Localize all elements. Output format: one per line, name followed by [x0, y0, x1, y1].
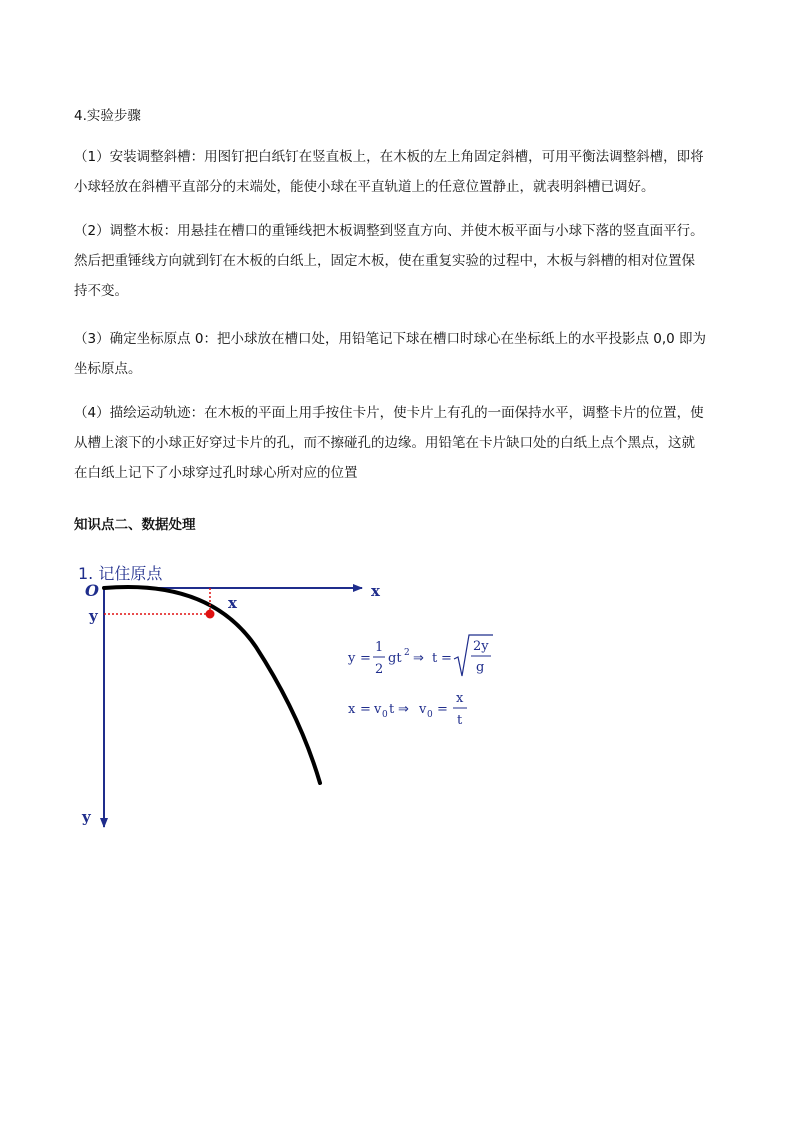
formula-free-fall: [347, 635, 493, 677]
step-2-line-1: （2）调整木板：用悬挂在槽口的重锤线把木板调整到竖直方向、并使木板平面与小球下落的竖直面平行。: [74, 223, 704, 239]
formula1-equals: =: [360, 651, 371, 666]
step-3-line-2: 坐标原点。: [74, 361, 142, 377]
formula1-sqrt-den: g: [476, 660, 485, 675]
formula1-t: t: [432, 651, 438, 666]
formula1-lhs: y: [348, 651, 356, 666]
formula2-frac-num: x: [456, 691, 464, 706]
point-x-label: x: [228, 594, 237, 612]
step-3-line-1: （3）确定坐标原点 0：把小球放在槽口处，用铅笔记下球在槽口时球心在坐标纸上的水平投影点 0,0 即为: [74, 331, 707, 347]
formula2-arrow: ⇒: [398, 702, 409, 717]
step-2-line-3: 持不变。: [74, 283, 128, 299]
formula1-frac-den: 2: [375, 662, 384, 677]
step-1-line-1: （1）安装调整斜槽：用图钉把白纸钉在竖直板上，在木板的左上角固定斜槽，可用平衡法调整斜槽，即将: [74, 149, 704, 165]
formula2-equals-2: =: [437, 702, 448, 717]
formula2-equals: =: [360, 702, 371, 717]
step-1-line-2: 小球轻放在斜槽平直部分的末端处，能使小球在平直轨道上的任意位置静止，就表明斜槽已调好。: [74, 179, 655, 195]
formula1-sqrt-num: 2y: [473, 639, 489, 654]
formula1-gt: gt: [388, 651, 402, 666]
step-2-line-2: 然后把重锤线方向就到钉在木板的白纸上，固定木板，使在重复实验的过程中，木板与斜槽的相对位置保: [74, 253, 695, 269]
step-4-line-3: 在白纸上记下了小球穿过孔时球心所对应的位置: [74, 465, 358, 481]
projectile-diagram: [0, 555, 793, 845]
formula1-equals-2: =: [441, 651, 452, 666]
origin-label: O: [85, 581, 99, 600]
diagram-heading: 1. 记住原点: [78, 564, 163, 583]
formula1-frac-num: 1: [375, 640, 384, 655]
y-axis-label: y: [82, 808, 91, 826]
step-3-paragraph: [74, 324, 726, 384]
step-4-line-2: 从槽上滚下的小球正好穿过卡片的孔，而不擦碰孔的边缘。用铅笔在卡片缺口处的白纸上点个黑点，这就: [74, 435, 695, 451]
formula2-t: t: [389, 702, 395, 717]
formula2-lhs: x: [348, 702, 356, 717]
formula2-v: v: [374, 702, 382, 717]
section-title: 4.实验步骤: [74, 108, 141, 124]
step-4-line-1: （4）描绘运动轨迹：在木板的平面上用手按住卡片，使卡片上有孔的一面保持水平，调整卡片的位置，使: [74, 405, 704, 421]
step-1-paragraph: [74, 142, 726, 202]
formula-horizontal: [348, 691, 467, 728]
formula1-arrow: ⇒: [413, 651, 424, 666]
knowledge-point-title: 知识点二、数据处理: [74, 517, 196, 533]
step-2-paragraph: [74, 216, 726, 306]
formula1-exponent: 2: [404, 648, 410, 658]
formula2-v0: v: [419, 702, 427, 717]
trajectory-point: [206, 610, 215, 619]
point-y-label: y: [89, 607, 98, 625]
step-4-paragraph: [74, 398, 726, 488]
x-axis-label: x: [371, 582, 380, 600]
formula2-sub: 0: [382, 710, 388, 720]
formula2-v0-sub: 0: [427, 710, 433, 720]
formula2-frac-den: t: [457, 713, 463, 728]
